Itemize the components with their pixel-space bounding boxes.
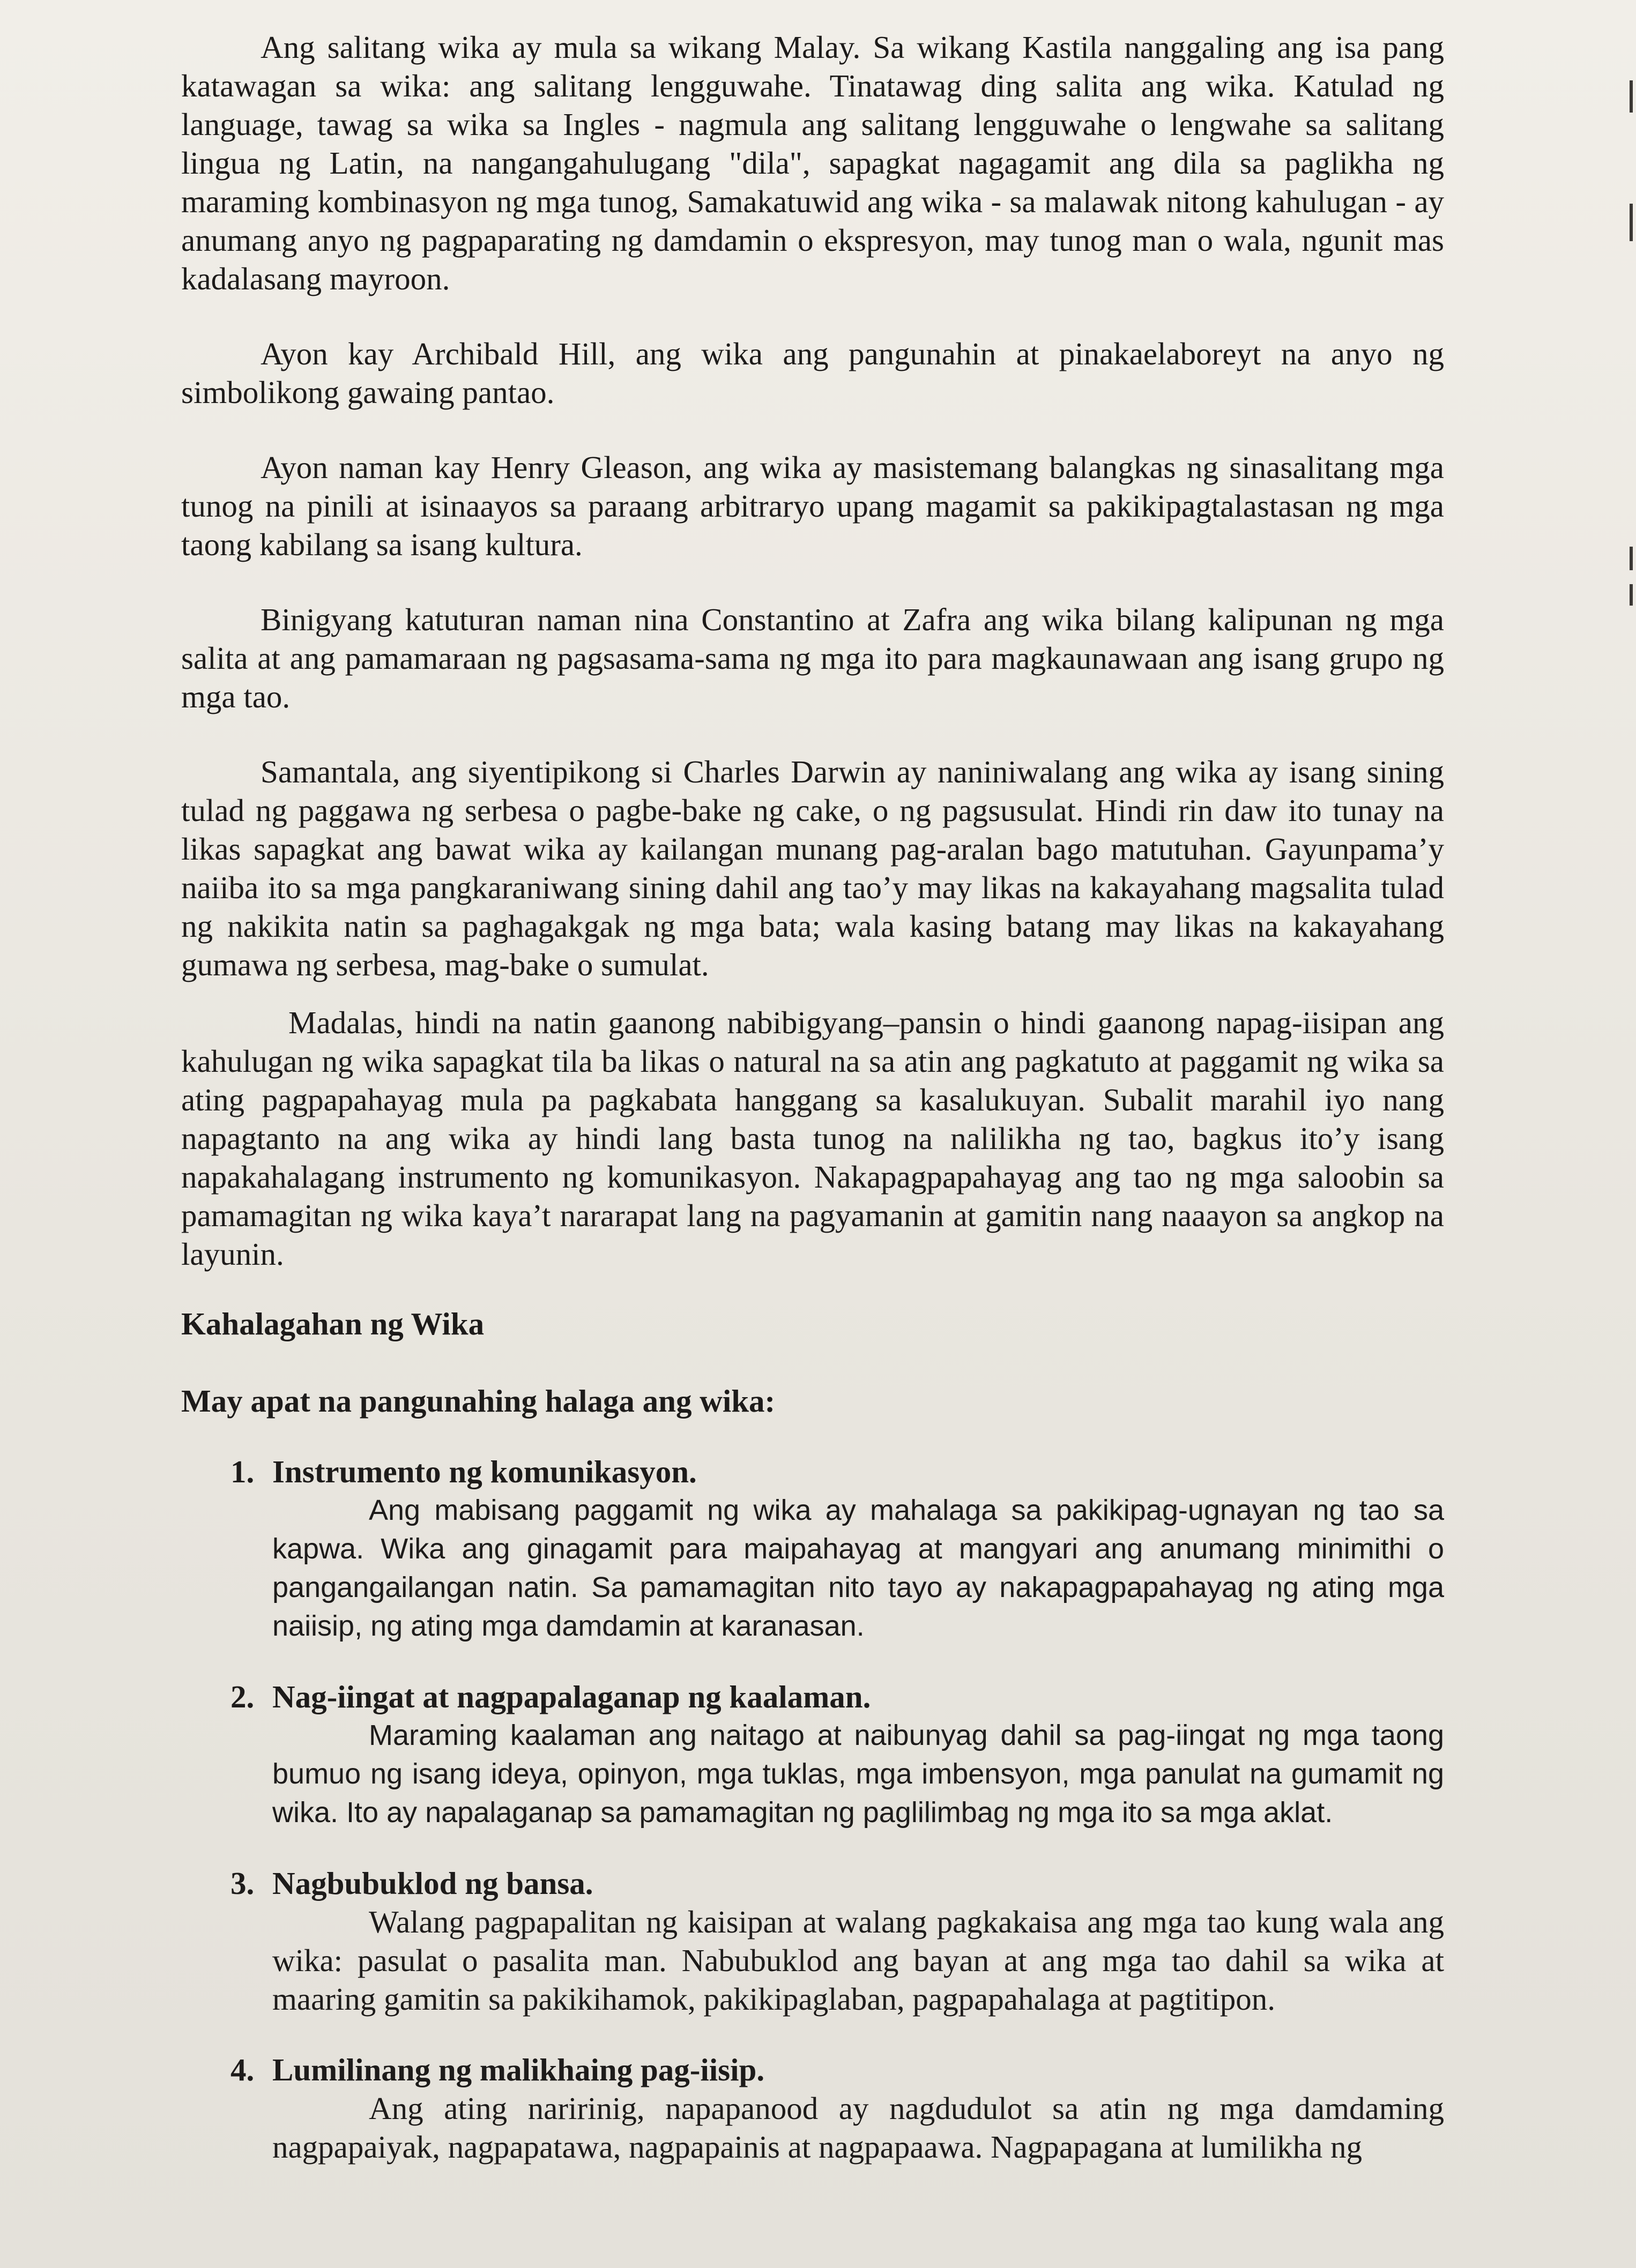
list-item: [181, 1452, 1444, 1645]
list-item: [181, 1864, 1444, 2018]
page-edge-mark: [1630, 80, 1633, 113]
list-item-body: Maraming kaalaman ang naitago at naibunyag dahil sa pag-iingat ng mga taong bumuo ng isang ideya, opinyon, mga tuklas, mga imbensyon, mga panulat na gumamit ng wika. Ito ay napalaganap sa pamamagitan ng paglilimbag ng mga ito sa mga aklat.: [272, 1719, 1444, 1829]
list-item-title: Instrumento ng komunikasyon.: [272, 1454, 697, 1489]
paragraph-wika-origin: Ang salitang wika ay mula sa wikang Malay. Sa wikang Kastila nanggaling ang isa pang katawagan sa wika: ang salitang lengguwahe. Tinatawag ding salita ang wika. Katulad ng language, tawag sa wika sa Ingles - nagmula ang salitang lengguwahe o lengwahe sa salitang lingua ng Latin, na nangangahulugang "dila", sapagkat nagagamit ang dila sa paglikha ng maraming kombinasyon ng mga tunog, Samakatuwid ang wika - sa malawak nitong kahulugan - ay anumang anyo ng pagpaparating ng damdamin o ekspresyon, may tunog man o wala, ngunit mas kadalasang mayroon.: [181, 29, 1444, 296]
list-item-number: 4.: [230, 2052, 255, 2087]
list-item: [181, 1677, 1444, 1832]
page-edge-mark: [1630, 204, 1633, 241]
paragraph-archibald-hill: Ayon kay Archibald Hill, ang wika ang pangunahin at pinakaelaboreyt na anyo ng simbolikong gawaing pantao.: [181, 336, 1444, 410]
page-edge-mark: [1630, 584, 1633, 606]
section-intro: May apat na pangunahing halaga ang wika:: [181, 1383, 776, 1419]
list-item-body: Ang mabisang paggamit ng wika ay mahalaga sa pakikipag-ugnayan ng tao sa kapwa. Wika ang ginagamit para maipahayag at mangyari ang anumang minimithi o pangangailangan natin. Sa pamamagitan nito tayo ay nakapagpapahayag ng ating mga naiisip, ng ating mga damdamin at karanasan.: [272, 1494, 1444, 1642]
document-body: [181, 28, 1444, 2166]
list-item-title: Nagbubuklod ng bansa.: [272, 1866, 593, 1901]
list-item-number: 1.: [230, 1454, 255, 1489]
list-item-number: 2.: [230, 1679, 255, 1714]
section-heading: Kahalagahan ng Wika: [181, 1306, 485, 1341]
list-item-title: Nag-iingat at nagpapalaganap ng kaalaman.: [272, 1679, 871, 1714]
paragraph-charles-darwin: Samantala, ang siyentipikong si Charles Darwin ay naniniwalang ang wika ay isang sining tulad ng paggawa ng serbesa o pagbe-bake ng cake, o ng pagsusulat. Hindi rin daw ito tunay na likas sapagkat ang bawat wika ay kailangan munang pag-aralan bago matutuhan. Gayunpama’y naiiba ito sa mga pangkaraniwang sining dahil ang tao’y may likas na kakayahang magsalita tulad ng nakikita natin sa paghagakgak ng mga bata; wala kasing batang may likas na kakayahang gumawa ng serbesa, mag-bake o sumulat.: [181, 754, 1444, 982]
paragraph-madalas: Madalas, hindi na natin gaanong nabibigyang–pansin o hindi gaanong napag-iisipan ang kahulugan ng wika sapagkat tila ba likas o natural na sa atin ang pagkatuto at paggamit ng wika sa ating pagpapahayag mula pa pagkabata hanggang sa kasalukuyan. Subalit marahil iyo nang napagtanto na ang wika ay hindi lang basta tunog na nalilikha ng tao, bagkus ito’y isang napakahalagang instrumento ng komunikasyon. Nakapagpapahayag ang tao ng mga saloobin sa pamamagitan ng wika kaya’t nararapat lang na pagyamanin at gamitin nang naaayon sa angkop na layunin.: [181, 1005, 1444, 1272]
list-item-title: Lumilinang ng malikhaing pag-iisip.: [272, 2052, 765, 2087]
list-item-number: 3.: [230, 1866, 255, 1901]
list-item-body: Ang ating naririnig, napapanood ay nagdudulot sa atin ng mga damdaming nagpapaiyak, nagpapatawa, nagpapainis at nagpapaawa. Nagpapagana at lumilikha ng: [272, 2091, 1444, 2165]
paragraph-constantino-zafra: Binigyang katuturan naman nina Constantino at Zafra ang wika bilang kalipunan ng mga salita at ang pamamaraan ng pagsasama-sama ng mga ito para magkaunawaan ang isang grupo ng mga tao.: [181, 602, 1444, 714]
list-item: [181, 2050, 1444, 2166]
list-item-body: Walang pagpapalitan ng kaisipan at walang pagkakaisa ang mga tao kung wala ang wika: pasulat o pasalita man. Nabubuklod ang bayan at ang mga tao dahil sa wika at maaring gamitin sa pakikihamok, pakikipaglaban, pagpapahalaga at pagtitipon.: [272, 1904, 1444, 2017]
page-edge-mark: [1630, 547, 1633, 570]
paragraph-henry-gleason: Ayon naman kay Henry Gleason, ang wika ay masistemang balangkas ng sinasalitang mga tunog na pinili at isinaayos sa paraang arbitraryo upang magamit sa pakikipagtalastasan ng mga taong kabilang sa isang kultura.: [181, 450, 1444, 562]
